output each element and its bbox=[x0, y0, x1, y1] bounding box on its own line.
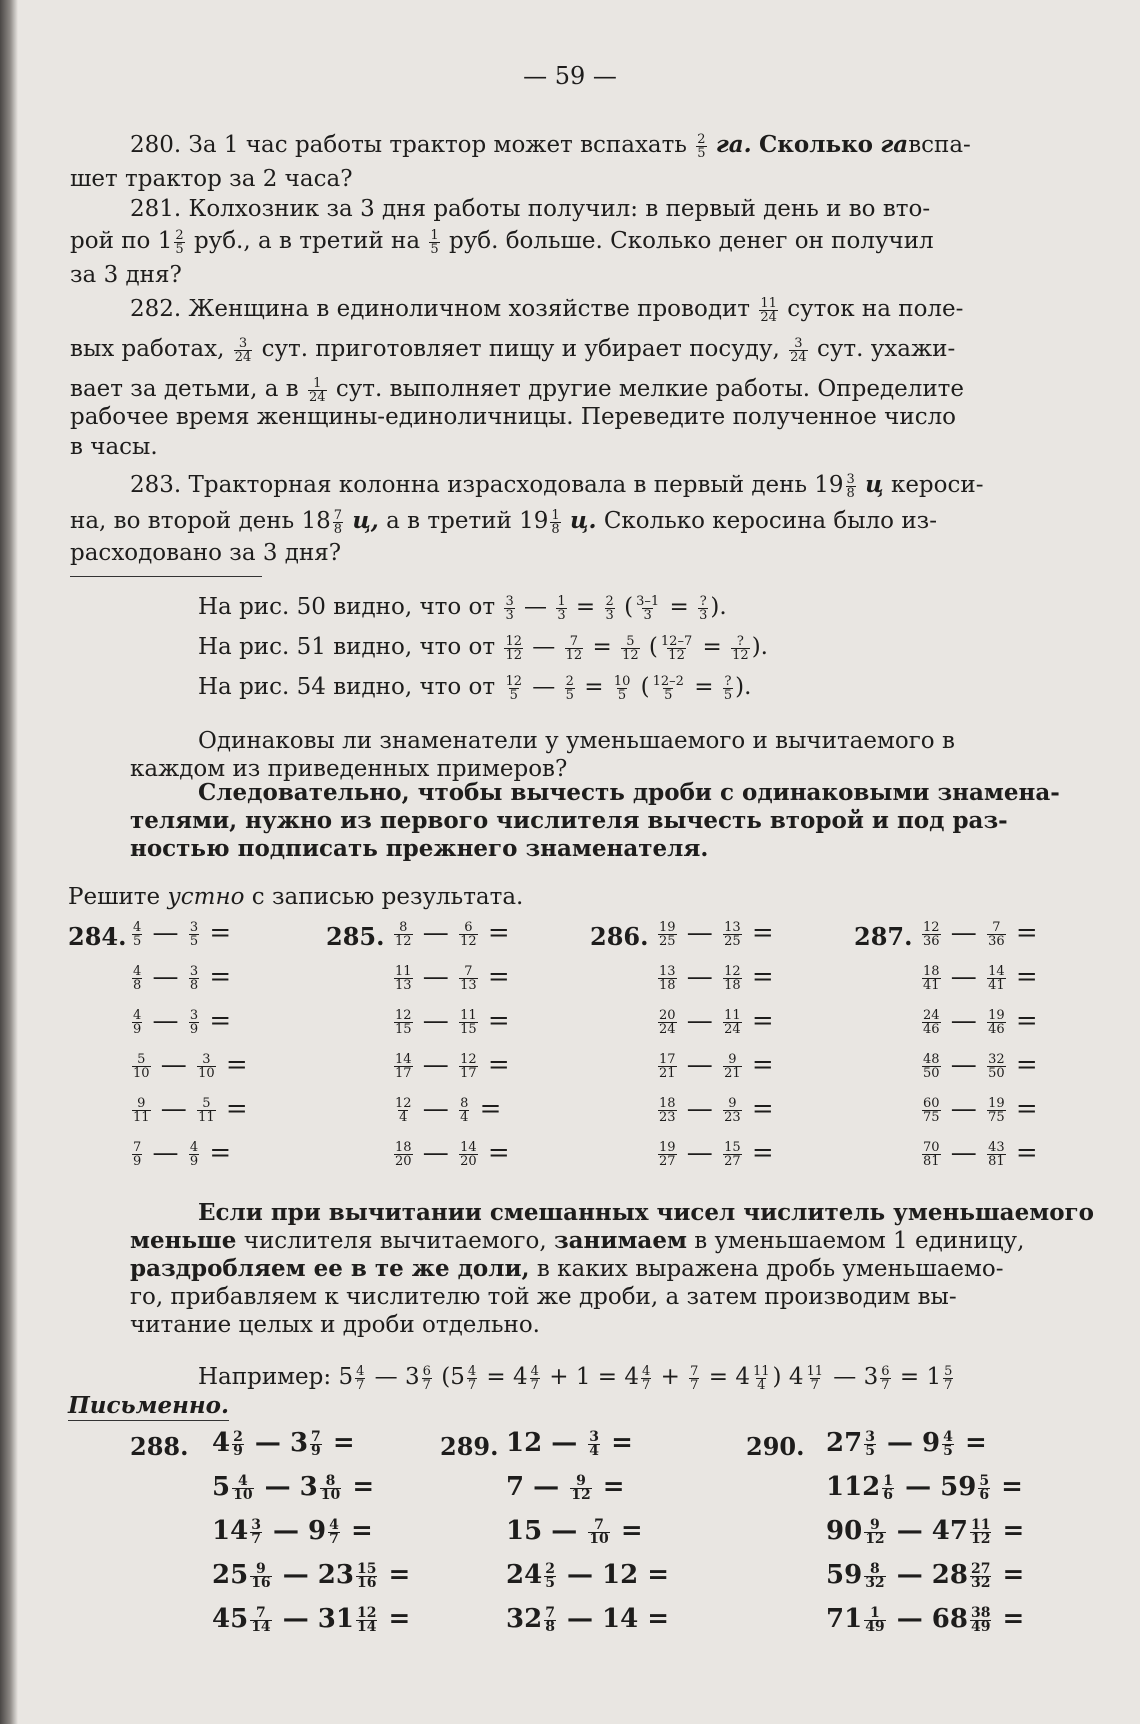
fraction: $\frac{12}{14}$ bbox=[356, 1604, 377, 1635]
fraction: $\frac{2}{9}$ bbox=[233, 1428, 243, 1459]
fraction: $\frac{3}{9}$ bbox=[189, 1007, 199, 1037]
subtraction-exercise: $\frac{17}{21}$ — $\frac{9}{21}$ = bbox=[659, 1050, 774, 1081]
fraction: $\frac{19}{25}$ bbox=[659, 919, 676, 949]
fraction: $\frac{3}{5}$ bbox=[189, 919, 199, 949]
fraction: $\frac{9}{16}$ bbox=[251, 1560, 271, 1591]
fraction: $\frac{4}{8}$ bbox=[133, 963, 142, 993]
fraction: $\frac{7}{7}$ bbox=[690, 1363, 699, 1393]
fraction: $\frac{10}{5}$ bbox=[613, 673, 631, 703]
rule-mixed-line-3: раздробляем ее в те же доли, в каких выражена дробь уменьшаемо- bbox=[130, 1255, 1004, 1282]
fraction: $\frac{6}{12}$ bbox=[460, 919, 477, 949]
fraction: $\frac{11}{24}$ bbox=[760, 295, 777, 325]
problem-282-line-2: вых работах, $\frac{3}{24}$ сут. приготовляет пищу и убирает посуду, $\frac{3}{24}$ сут. ухажи- bbox=[70, 335, 956, 365]
subtraction-exercise: $\frac{4}{8}$ — $\frac{3}{8}$ = bbox=[133, 962, 232, 993]
fraction: $\frac{2}{5}$ bbox=[697, 131, 706, 161]
fraction: $\frac{19}{27}$ bbox=[659, 1139, 676, 1169]
fraction: $\frac{15}{16}$ bbox=[356, 1560, 377, 1591]
fraction: $\frac{1}{49}$ bbox=[865, 1604, 885, 1635]
fraction: $\frac{?}{3}$ bbox=[699, 593, 708, 623]
example-line: Например: 5 $\frac{4}{7}$ — 3 $\frac{6}{7}$ (5 $\frac{4}{7}$ = 4 $\frac{4}{7}$ + 1 = 4 $\frac{4}{7}$ + $\frac{7}{7}$ = 4 $\frac{11}{4}$ ) 4 $\frac{11}{7}$ — 3 $\frac{6}{7}$ = 1 $\frac{5}{7}$ bbox=[198, 1363, 953, 1393]
fraction: $\frac{5}{11}$ bbox=[198, 1095, 215, 1125]
fraction: $\frac{14}{41}$ bbox=[988, 963, 1005, 993]
mixed-subtraction-exercise: 25 $\frac{9}{16}$ — 23 $\frac{15}{16}$ = bbox=[212, 1560, 411, 1591]
fraction: $\frac{11}{24}$ bbox=[724, 1007, 741, 1037]
fraction: $\frac{9}{11}$ bbox=[133, 1095, 150, 1125]
problem-281-line-2: рой по 1 $\frac{2}{5}$ руб., а в третий на $\frac{1}{5}$ руб. больше. Сколько денег он получил bbox=[70, 227, 934, 257]
subtraction-exercise: $\frac{8}{12}$ — $\frac{6}{12}$ = bbox=[395, 918, 510, 949]
rule-subtraction-line-1: Следовательно, чтобы вычесть дроби с одинаковыми знамена- bbox=[198, 779, 1060, 806]
fraction: $\frac{3}{8}$ bbox=[189, 963, 199, 993]
fraction: $\frac{8}{10}$ bbox=[320, 1472, 341, 1503]
subtraction-exercise: $\frac{11}{13}$ — $\frac{7}{13}$ = bbox=[395, 962, 510, 993]
subtraction-exercise: $\frac{18}{41}$ — $\frac{14}{41}$ = bbox=[923, 962, 1038, 993]
problem-282-line-4: рабочее время женщины-единоличницы. Переведите полученное число bbox=[70, 404, 957, 430]
fraction: $\frac{11}{7}$ bbox=[806, 1363, 823, 1393]
fraction: $\frac{4}{10}$ bbox=[233, 1472, 253, 1503]
problem-281-line-1: 281. Колхозник за 3 дня работы получил: в первый день и во вто- bbox=[130, 196, 931, 222]
exercise-number: 286. bbox=[590, 922, 649, 951]
fraction: $\frac{5}{6}$ bbox=[979, 1472, 990, 1503]
fraction: $\frac{8}{32}$ bbox=[865, 1560, 885, 1591]
subtraction-exercise: $\frac{12}{36}$ — $\frac{7}{36}$ = bbox=[923, 918, 1038, 949]
subtraction-exercise: $\frac{19}{27}$ — $\frac{15}{27}$ = bbox=[659, 1138, 774, 1169]
subtraction-exercise: $\frac{19}{25}$ — $\frac{13}{25}$ = bbox=[659, 918, 774, 949]
fraction: $\frac{3}{24}$ bbox=[790, 335, 807, 365]
subtraction-exercise: $\frac{13}{18}$ — $\frac{12}{18}$ = bbox=[659, 962, 774, 993]
mixed-subtraction-exercise: 90 $\frac{9}{12}$ — 47 $\frac{11}{12}$ = bbox=[826, 1516, 1025, 1547]
section-divider bbox=[70, 576, 262, 577]
fraction: $\frac{7}{13}$ bbox=[460, 963, 477, 993]
fraction: $\frac{24}{46}$ bbox=[923, 1007, 940, 1037]
fraction: $\frac{4}{7}$ bbox=[356, 1363, 365, 1393]
mixed-subtraction-exercise: 32 $\frac{7}{8}$ — 14 = bbox=[506, 1604, 670, 1635]
fraction: $\frac{7}{12}$ bbox=[565, 633, 583, 663]
fraction: $\frac{4}{9}$ bbox=[189, 1139, 199, 1169]
fraction: $\frac{12}{12}$ bbox=[505, 633, 522, 663]
problem-280-line-2: шет трактор за 2 часа? bbox=[70, 166, 353, 192]
fraction: $\frac{7}{14}$ bbox=[251, 1604, 271, 1635]
subtraction-exercise: $\frac{7}{9}$ — $\frac{4}{9}$ = bbox=[133, 1138, 232, 1169]
subtraction-exercise: $\frac{24}{46}$ — $\frac{19}{46}$ = bbox=[923, 1006, 1038, 1037]
problem-283-line-3: расходовано за 3 дня? bbox=[70, 540, 342, 566]
mixed-subtraction-exercise: 5 $\frac{4}{10}$ — 3 $\frac{8}{10}$ = bbox=[212, 1472, 375, 1503]
oral-heading: Решите устно с записью результата. bbox=[68, 884, 524, 910]
fraction: $\frac{19}{75}$ bbox=[988, 1095, 1005, 1125]
mixed-subtraction-exercise: 71 $\frac{1}{49}$ — 68 $\frac{38}{49}$ = bbox=[826, 1604, 1025, 1635]
fraction: $\frac{2}{5}$ bbox=[565, 673, 574, 703]
fraction: $\frac{2}{3}$ bbox=[605, 593, 614, 623]
fraction: $\frac{12}{5}$ bbox=[505, 673, 522, 703]
fraction: $\frac{7}{8}$ bbox=[545, 1604, 555, 1635]
fraction: $\frac{6}{7}$ bbox=[422, 1363, 431, 1393]
problem-282-line-1: 282. Женщина в единоличном хозяйстве проводит $\frac{11}{24}$ суток на поле- bbox=[130, 295, 964, 325]
problem-283-line-1: 283. Тракторная колонна израсходовала в первый день 19 $\frac{3}{8}$ ц кероси- bbox=[130, 471, 984, 501]
fraction: $\frac{7}{10}$ bbox=[589, 1516, 609, 1547]
fraction: $\frac{19}{46}$ bbox=[988, 1007, 1005, 1037]
fraction: $\frac{8}{12}$ bbox=[395, 919, 412, 949]
mixed-subtraction-exercise: 14 $\frac{3}{7}$ — 9 $\frac{4}{7}$ = bbox=[212, 1516, 373, 1547]
fraction: $\frac{20}{24}$ bbox=[659, 1007, 676, 1037]
mixed-subtraction-exercise: 7 — $\frac{9}{12}$ = bbox=[506, 1472, 625, 1503]
fraction: $\frac{5}{10}$ bbox=[133, 1051, 150, 1081]
fraction: $\frac{1}{24}$ bbox=[309, 375, 326, 405]
fraction: $\frac{48}{50}$ bbox=[923, 1051, 940, 1081]
fraction: $\frac{5}{7}$ bbox=[944, 1363, 953, 1393]
fraction: $\frac{18}{20}$ bbox=[395, 1139, 412, 1169]
rule-mixed-line-4: го, прибавляем к числителю той же дроби, а затем производим вы- bbox=[130, 1284, 957, 1310]
fraction: $\frac{1}{6}$ bbox=[883, 1472, 894, 1503]
fraction: $\frac{8}{4}$ bbox=[460, 1095, 469, 1125]
exercise-number: 288. bbox=[130, 1432, 189, 1461]
fraction: $\frac{7}{8}$ bbox=[333, 507, 342, 537]
subtraction-exercise: $\frac{70}{81}$ — $\frac{43}{81}$ = bbox=[923, 1138, 1038, 1169]
fraction: $\frac{12}{15}$ bbox=[395, 1007, 412, 1037]
subtraction-exercise: $\frac{18}{23}$ — $\frac{9}{23}$ = bbox=[659, 1094, 774, 1125]
subtraction-exercise: $\frac{12}{15}$ — $\frac{11}{15}$ = bbox=[395, 1006, 510, 1037]
fraction: $\frac{11}{12}$ bbox=[970, 1516, 991, 1547]
fraction: $\frac{?}{5}$ bbox=[723, 673, 733, 703]
exercise-number: 287. bbox=[854, 922, 913, 951]
fraction: $\frac{15}{27}$ bbox=[724, 1139, 741, 1169]
fraction: $\frac{12-7}{12}$ bbox=[660, 633, 693, 663]
figure-line: На рис. 51 видно, что от $\frac{12}{12}$ — $\frac{7}{12}$ = $\frac{5}{12}$ ( $\frac{12-7}{12}$ = $\frac{?}{12}$ ). bbox=[198, 633, 768, 663]
rule-mixed-line-2: меньше числителя вычитаемого, занимаем в уменьшаемом 1 единицу, bbox=[130, 1227, 1025, 1254]
mixed-subtraction-exercise: 12 — $\frac{3}{4}$ = bbox=[506, 1428, 633, 1459]
subtraction-exercise: $\frac{48}{50}$ — $\frac{32}{50}$ = bbox=[923, 1050, 1038, 1081]
page-number: — 59 — bbox=[523, 62, 617, 90]
fraction: $\frac{5}{12}$ bbox=[622, 633, 639, 663]
mixed-subtraction-exercise: 24 $\frac{2}{5}$ — 12 = bbox=[506, 1560, 670, 1591]
fraction: $\frac{11}{4}$ bbox=[752, 1363, 770, 1393]
question-line-1: Одинаковы ли знаменатели у уменьшаемого и вычитаемого в bbox=[198, 728, 955, 754]
fraction: $\frac{9}{12}$ bbox=[571, 1472, 591, 1503]
mixed-subtraction-exercise: 45 $\frac{7}{14}$ — 31 $\frac{12}{14}$ = bbox=[212, 1604, 411, 1635]
fraction: $\frac{3}{3}$ bbox=[505, 593, 514, 623]
rule-mixed-line-5: читание целых и дроби отдельно. bbox=[130, 1312, 540, 1338]
fraction: $\frac{4}{5}$ bbox=[133, 919, 142, 949]
fraction: $\frac{60}{75}$ bbox=[923, 1095, 940, 1125]
fraction: $\frac{70}{81}$ bbox=[923, 1139, 940, 1169]
fraction: $\frac{3}{24}$ bbox=[234, 335, 252, 365]
problem-283-line-2: на, во второй день 18 $\frac{7}{8}$ ц, а в третий 19 $\frac{1}{8}$ ц. Сколько керосина было из- bbox=[70, 507, 937, 537]
subtraction-exercise: $\frac{4}{5}$ — $\frac{3}{5}$ = bbox=[133, 918, 232, 949]
fraction: $\frac{12-2}{5}$ bbox=[652, 673, 684, 703]
fraction: $\frac{11}{15}$ bbox=[460, 1007, 477, 1037]
exercise-number: 284. bbox=[68, 922, 127, 951]
fraction: $\frac{4}{7}$ bbox=[530, 1363, 539, 1393]
fraction: $\frac{3}{5}$ bbox=[865, 1428, 875, 1459]
subtraction-exercise: $\frac{60}{75}$ — $\frac{19}{75}$ = bbox=[923, 1094, 1038, 1125]
subtraction-exercise: $\frac{20}{24}$ — $\frac{11}{24}$ = bbox=[659, 1006, 774, 1037]
exercise-number: 290. bbox=[746, 1432, 805, 1461]
figure-line: На рис. 50 видно, что от $\frac{3}{3}$ — $\frac{1}{3}$ = $\frac{2}{3}$ ( $\frac{3-1}{3}$ = $\frac{?}{3}$ ). bbox=[198, 593, 727, 623]
fraction: $\frac{1}{5}$ bbox=[430, 227, 439, 257]
mixed-subtraction-exercise: 112 $\frac{1}{6}$ — 59 $\frac{5}{6}$ = bbox=[826, 1472, 1023, 1503]
fraction: $\frac{1}{8}$ bbox=[551, 507, 560, 537]
fraction: $\frac{12}{17}$ bbox=[460, 1051, 477, 1081]
rule-subtraction-line-3: ностью подписать прежнего знаменателя. bbox=[130, 835, 709, 862]
fraction: $\frac{32}{50}$ bbox=[988, 1051, 1005, 1081]
written-heading: Письменно. bbox=[68, 1392, 230, 1419]
fraction: $\frac{2}{5}$ bbox=[175, 227, 184, 257]
fraction: $\frac{3-1}{3}$ bbox=[636, 593, 660, 623]
subtraction-exercise: $\frac{5}{10}$ — $\frac{3}{10}$ = bbox=[133, 1050, 248, 1081]
fraction: $\frac{4}{7}$ bbox=[467, 1363, 477, 1393]
fraction: $\frac{9}{12}$ bbox=[865, 1516, 885, 1547]
exercise-number: 285. bbox=[326, 922, 385, 951]
fraction: $\frac{14}{17}$ bbox=[395, 1051, 412, 1081]
fraction: $\frac{27}{32}$ bbox=[970, 1560, 991, 1591]
rule-subtraction-line-2: телями, нужно из первого числителя вычесть второй и под раз- bbox=[130, 807, 1008, 834]
fraction: $\frac{4}{5}$ bbox=[943, 1428, 953, 1459]
fraction: $\frac{7}{9}$ bbox=[133, 1139, 142, 1169]
fraction: $\frac{11}{13}$ bbox=[395, 963, 412, 993]
subtraction-exercise: $\frac{4}{9}$ — $\frac{3}{9}$ = bbox=[133, 1006, 232, 1037]
fraction: $\frac{4}{9}$ bbox=[133, 1007, 142, 1037]
fraction: $\frac{2}{5}$ bbox=[545, 1560, 555, 1591]
problem-282-line-5: в часы. bbox=[70, 434, 158, 460]
fraction: $\frac{1}{3}$ bbox=[557, 593, 566, 623]
problem-281-line-3: за 3 дня? bbox=[70, 262, 182, 288]
fraction: $\frac{3}{8}$ bbox=[846, 471, 855, 501]
fraction: $\frac{43}{81}$ bbox=[988, 1139, 1005, 1169]
fraction: $\frac{38}{49}$ bbox=[970, 1604, 991, 1635]
fraction: $\frac{17}{21}$ bbox=[659, 1051, 676, 1081]
fraction: $\frac{18}{23}$ bbox=[659, 1095, 676, 1125]
fraction: $\frac{14}{20}$ bbox=[460, 1139, 477, 1169]
fraction: $\frac{3}{4}$ bbox=[589, 1428, 600, 1459]
subtraction-exercise: $\frac{9}{11}$ — $\frac{5}{11}$ = bbox=[133, 1094, 248, 1125]
fraction: $\frac{4}{7}$ bbox=[329, 1516, 339, 1547]
mixed-subtraction-exercise: 59 $\frac{8}{32}$ — 28 $\frac{27}{32}$ = bbox=[826, 1560, 1025, 1591]
fraction: $\frac{7}{36}$ bbox=[988, 919, 1005, 949]
fraction: $\frac{12}{36}$ bbox=[923, 919, 940, 949]
mixed-subtraction-exercise: 27 $\frac{3}{5}$ — 9 $\frac{4}{5}$ = bbox=[826, 1428, 987, 1459]
exercise-number: 289. bbox=[440, 1432, 499, 1461]
subtraction-exercise: $\frac{14}{17}$ — $\frac{12}{17}$ = bbox=[395, 1050, 510, 1081]
subtraction-exercise: $\frac{18}{20}$ — $\frac{14}{20}$ = bbox=[395, 1138, 510, 1169]
fraction: $\frac{12}{4}$ bbox=[395, 1095, 412, 1125]
fraction: $\frac{4}{7}$ bbox=[641, 1363, 651, 1393]
figure-line: На рис. 54 видно, что от $\frac{12}{5}$ — $\frac{2}{5}$ = $\frac{10}{5}$ ( $\frac{12-2}{5}$ = $\frac{?}{5}$ ). bbox=[198, 673, 752, 703]
fraction: $\frac{7}{9}$ bbox=[311, 1428, 321, 1459]
fraction: $\frac{13}{18}$ bbox=[659, 963, 676, 993]
fraction: $\frac{?}{12}$ bbox=[732, 633, 749, 663]
mixed-subtraction-exercise: 4 $\frac{2}{9}$ — 3 $\frac{7}{9}$ = bbox=[212, 1428, 355, 1459]
fraction: $\frac{3}{10}$ bbox=[198, 1051, 215, 1081]
problem-282-line-3: вает за детьми, а в $\frac{1}{24}$ сут. выполняет другие мелкие работы. Определите bbox=[70, 375, 964, 405]
fraction: $\frac{13}{25}$ bbox=[724, 919, 741, 949]
fraction: $\frac{9}{23}$ bbox=[724, 1095, 741, 1125]
fraction: $\frac{18}{41}$ bbox=[923, 963, 940, 993]
question-line-2: каждом из приведенных примеров? bbox=[130, 756, 568, 782]
fraction: $\frac{6}{7}$ bbox=[881, 1363, 890, 1393]
fraction: $\frac{3}{7}$ bbox=[251, 1516, 261, 1547]
fraction: $\frac{12}{18}$ bbox=[724, 963, 741, 993]
problem-280-line-1: 280. За 1 час работы трактор может вспахать $\frac{2}{5}$ га. Сколько гавспа- bbox=[130, 131, 971, 161]
mixed-subtraction-exercise: 15 — $\frac{7}{10}$ = bbox=[506, 1516, 643, 1547]
subtraction-exercise: $\frac{12}{4}$ — $\frac{8}{4}$ = bbox=[395, 1094, 502, 1125]
rule-mixed-line-1: Если при вычитании смешанных чисел числитель уменьшаемого bbox=[198, 1199, 1094, 1226]
fraction: $\frac{9}{21}$ bbox=[724, 1051, 741, 1081]
